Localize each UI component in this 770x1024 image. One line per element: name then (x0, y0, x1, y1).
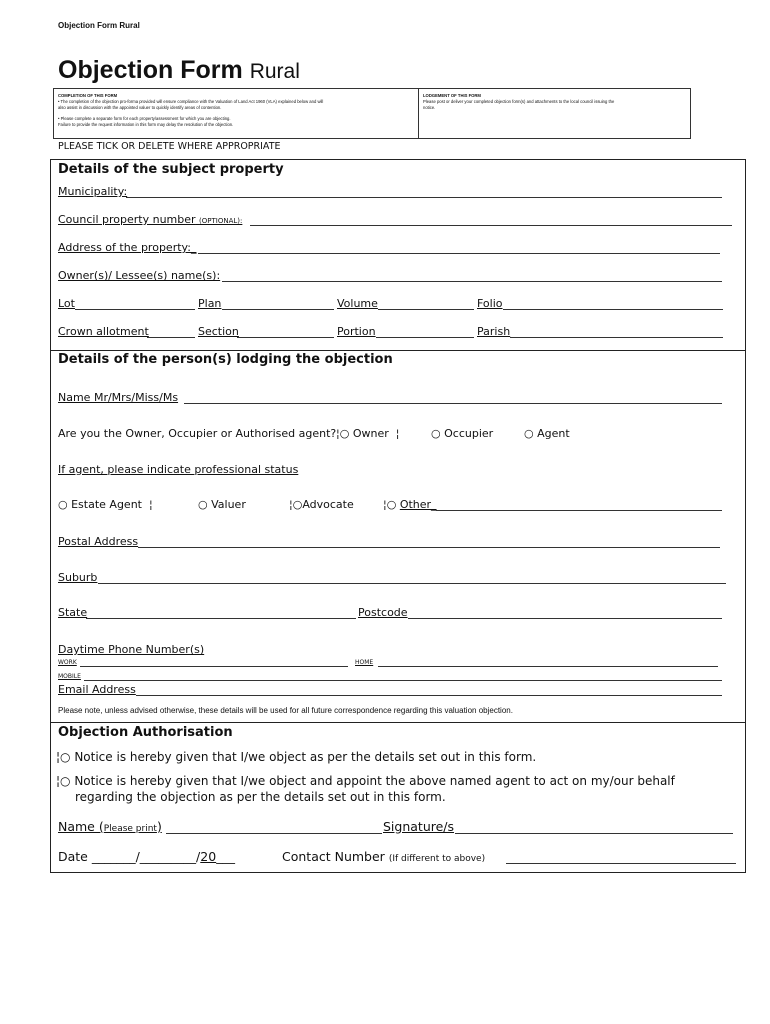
other-option[interactable]: ¦○ Other_ (383, 498, 437, 511)
completion-title: COMPLETION OF THIS FORM (58, 93, 118, 98)
name-field[interactable] (184, 403, 722, 404)
owners-label: Owner(s)/ Lessee(s) name(s): (58, 269, 221, 282)
mobile-phone-field[interactable] (84, 680, 722, 681)
authorisation-heading: Objection Authorisation (58, 725, 233, 740)
volume-field[interactable] (378, 309, 474, 310)
state-label: State (58, 606, 88, 619)
completion-p3: Failure to provide the request information in this form may delay the resolution of the objection. (58, 122, 234, 127)
section-divider (50, 722, 746, 723)
running-header: Objection Form Rural (58, 21, 140, 30)
plan-label: Plan (198, 297, 222, 310)
suburb-field[interactable] (98, 583, 726, 584)
portion-label: Portion (337, 325, 376, 338)
contact-label: Contact Number (If different to above) (282, 849, 486, 864)
agent-option[interactable]: ○ Agent (524, 427, 570, 440)
work-phone-field[interactable] (80, 666, 348, 667)
parish-field[interactable] (510, 337, 723, 338)
lodgement-info (419, 89, 690, 138)
occupier-option[interactable]: ○ Occupier (431, 427, 494, 440)
name-label: Name Mr/Mrs/Miss/Ms (58, 391, 179, 404)
completion-p2: • Please complete a separate form for each property/assessment for which you are objecting. (58, 116, 231, 121)
notice-option-1[interactable]: ¦○ Notice is hereby given that I/we object as per the details set out in this form. (56, 750, 537, 764)
other-field[interactable] (436, 510, 722, 511)
tick-instruction: PLEASE TICK OR DELETE WHERE APPROPRIATE (58, 141, 281, 152)
mobile-label: MOBILE (58, 673, 81, 680)
advocate-option[interactable]: ¦○Advocate (289, 498, 354, 511)
print-name-field[interactable] (166, 833, 382, 834)
completion-p1b: also assist in discussion with the appointed valuer to quickly identify areas of contention. (58, 105, 222, 110)
folio-field[interactable] (503, 309, 723, 310)
section-divider (50, 350, 746, 351)
person-heading: Details of the person(s) lodging the objection (58, 352, 393, 367)
notice-option-2[interactable]: ¦○ Notice is hereby given that I/we object and appoint the above named agent to act on my/our behalf (56, 774, 675, 788)
address-label: Address of the property:_ (58, 241, 197, 254)
lodgement-title: LODGEMENT OF THIS FORM (423, 93, 481, 98)
info-box (53, 88, 691, 139)
postal-field[interactable] (138, 547, 720, 548)
valuer-option[interactable]: ○ Valuer (198, 498, 246, 511)
form-box (50, 159, 746, 873)
title-main: Objection Form (58, 56, 243, 84)
plan-field[interactable] (222, 309, 334, 310)
phone-label: Daytime Phone Number(s) (58, 643, 205, 656)
volume-label: Volume (337, 297, 378, 310)
parish-label: Parish (477, 325, 511, 338)
subject-heading: Details of the subject property (58, 162, 284, 177)
correspondence-note: Please note, unless advised otherwise, these details will be used for all future correspondence regarding this valuation objection. (58, 706, 513, 715)
suburb-label: Suburb (58, 571, 98, 584)
owner-option[interactable]: ¦○ Owner ¦ (336, 427, 400, 440)
page-title (58, 56, 300, 85)
contact-field[interactable] (506, 863, 736, 864)
completion-p1: • The completion of the objection pro-forma provided will ensure compliance with the Valuation of Land Act 1960 (VLA) explained below and will (58, 99, 324, 104)
crown-label: Crown allotment (58, 325, 149, 338)
owners-field[interactable] (222, 281, 722, 282)
email-label: Email Address (58, 683, 136, 696)
municipality-field[interactable] (126, 197, 722, 198)
home-label: HOME (355, 659, 374, 666)
council-number-field[interactable] (250, 225, 732, 226)
estate-agent-option[interactable]: ○ Estate Agent ¦ (58, 498, 153, 511)
date-field[interactable]: Date _______/_________/20___ (58, 849, 235, 864)
signature-field[interactable] (455, 833, 733, 834)
folio-label: Folio (477, 297, 503, 310)
lot-field[interactable] (75, 309, 195, 310)
home-phone-field[interactable] (378, 666, 718, 667)
lodgement-p1b: notice. (423, 105, 436, 110)
email-field[interactable] (136, 695, 722, 696)
role-question: Are you the Owner, Occupier or Authorised agent? (58, 427, 337, 440)
postcode-field[interactable] (408, 618, 722, 619)
section-label: Section (198, 325, 239, 338)
portion-field[interactable] (376, 337, 474, 338)
crown-field[interactable] (147, 337, 195, 338)
lot-label: Lot (58, 297, 75, 310)
state-field[interactable] (86, 618, 356, 619)
council-number-label: Council property number (OPTIONAL): (58, 213, 243, 226)
completion-info (54, 89, 419, 138)
agent-status-label: If agent, please indicate professional status (58, 463, 299, 476)
municipality-label: Municipality: (58, 185, 128, 198)
work-label: WORK (58, 659, 77, 666)
address-field[interactable] (198, 253, 720, 254)
lodgement-p1: Please post or deliver your completed objection form(s) and attachments to the local council issuing the (423, 99, 615, 104)
postal-label: Postal Address (58, 535, 139, 548)
postcode-label: Postcode (358, 606, 408, 619)
section-field[interactable] (237, 337, 334, 338)
title-sub: Rural (249, 60, 300, 83)
signature-label: Signature/s (383, 819, 455, 834)
print-name-label: Name (Please print) (58, 819, 162, 834)
notice-option-2-cont: regarding the objection as per the details set out in this form. (75, 790, 446, 804)
